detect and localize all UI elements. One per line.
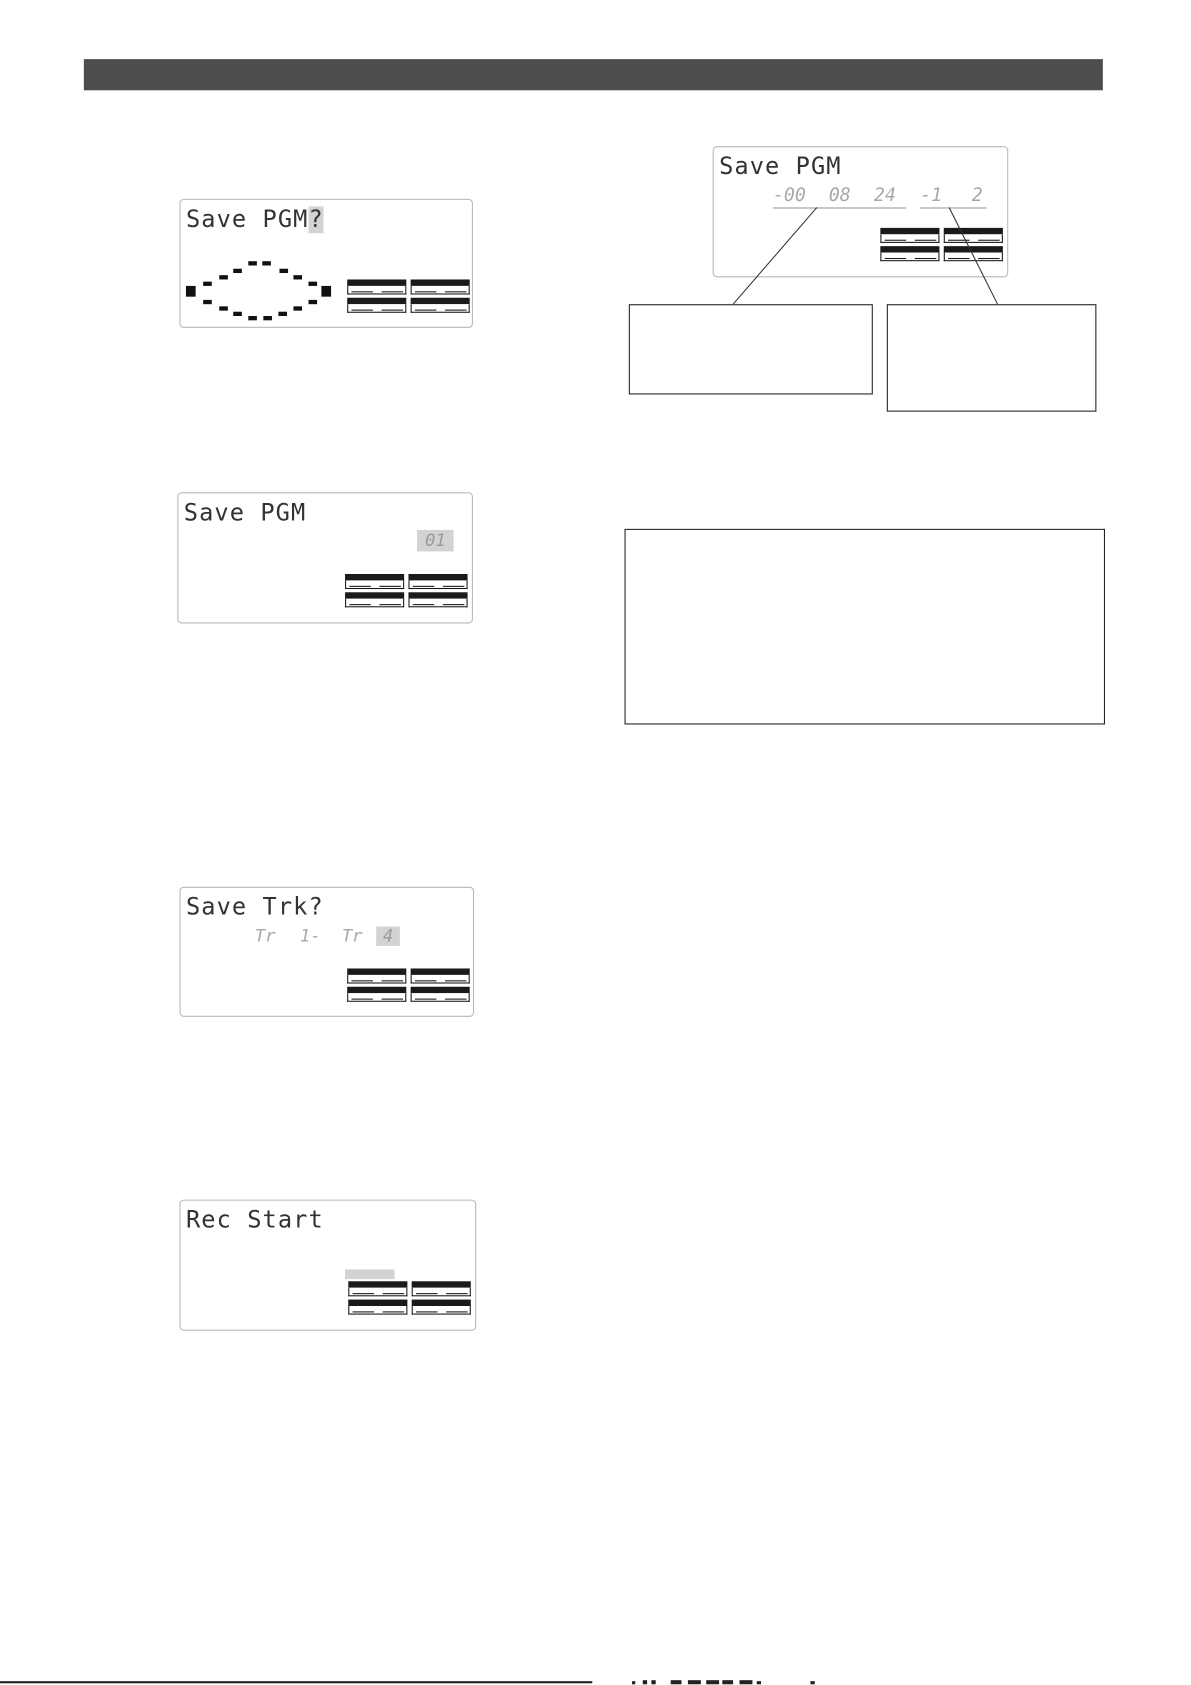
level-meter-icon <box>944 228 1003 261</box>
lcd-save-trk-confirm <box>180 887 475 1017</box>
record-indicator-bar <box>345 1269 394 1279</box>
diamond-end-right <box>321 286 331 297</box>
note-box <box>625 529 1105 725</box>
track-from-label: Tr <box>254 925 276 946</box>
level-meter-icon <box>412 1281 471 1314</box>
lcd-title: Rec Start <box>185 1207 324 1234</box>
track-from-value: 1- <box>299 925 321 946</box>
callout-box-time <box>629 304 873 394</box>
section-header-bar <box>84 59 1103 90</box>
time-hours: -00 <box>772 184 806 207</box>
level-meter-icon <box>347 968 406 1001</box>
lcd-title: Save Trk? <box>185 894 324 922</box>
tracks-underline <box>920 207 987 208</box>
level-meter-icon <box>411 279 470 312</box>
footer-text-fragment <box>623 1680 827 1684</box>
program-number: 01 <box>417 530 454 551</box>
level-meter-icon <box>345 574 404 607</box>
time-minutes: 08 <box>828 184 851 207</box>
level-meter-icon <box>347 279 406 312</box>
lcd-cursor-char: ? <box>308 206 324 234</box>
time-underline <box>773 207 906 208</box>
lcd-save-pgm-info <box>713 146 1009 277</box>
lcd-title: Save PGM <box>719 153 842 181</box>
level-meter-icon <box>348 1281 407 1314</box>
tracks-from: -1 <box>920 184 943 207</box>
tracks-to: 2 <box>971 184 983 207</box>
track-to-value: 4 <box>376 927 400 946</box>
level-meter-icon <box>880 228 939 261</box>
lcd-title-text: Save PGM <box>185 206 309 234</box>
track-to-label: Tr <box>341 925 363 946</box>
callout-box-tracks <box>887 304 1097 411</box>
level-meter-icon <box>408 574 467 607</box>
time-seconds: 24 <box>873 184 896 207</box>
lcd-save-pgm-confirm <box>180 199 473 328</box>
diamond-end-left <box>186 286 196 297</box>
level-meter-icon <box>411 968 470 1001</box>
lcd-rec-start <box>180 1200 477 1331</box>
lcd-title: Save PGM <box>183 499 307 527</box>
footer-rule <box>0 1681 592 1683</box>
lcd-save-pgm-select <box>177 492 473 623</box>
